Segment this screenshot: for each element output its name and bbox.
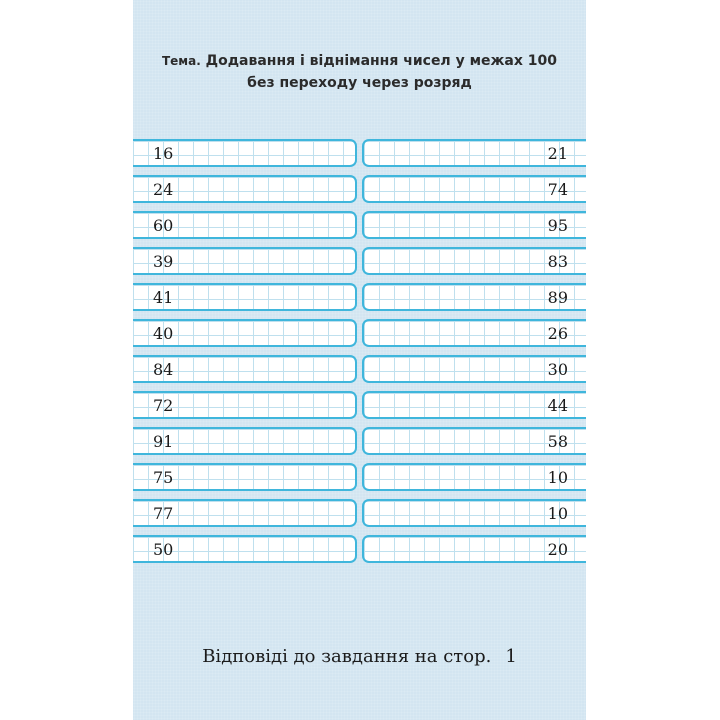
page-number: 1 [505, 646, 517, 667]
answer-right: 30 [547, 360, 568, 379]
answer-left: 16 [153, 144, 174, 163]
answer-strip-right [362, 211, 586, 239]
answer-row [133, 173, 586, 203]
answer-strip-left [133, 175, 357, 203]
answer-strip-right [362, 427, 586, 455]
answer-strip-right [362, 319, 586, 347]
answer-left: 72 [153, 396, 174, 415]
answer-strip-right [362, 499, 586, 527]
answer-strip-right [362, 355, 586, 383]
answer-strip-right [362, 283, 586, 311]
answer-strip-left [133, 391, 357, 419]
answer-right: 58 [547, 432, 568, 451]
answer-right: 74 [547, 180, 568, 199]
answer-strip-left [133, 427, 357, 455]
answer-row [133, 497, 586, 527]
answer-right: 83 [547, 252, 568, 271]
answer-left: 91 [153, 432, 174, 451]
answer-row [133, 317, 586, 347]
answer-left: 50 [153, 540, 174, 559]
answer-strip-right [362, 463, 586, 491]
answer-strip-left [133, 499, 357, 527]
answer-strip-left [133, 463, 357, 491]
topic-title [133, 50, 586, 94]
answer-right: 21 [547, 144, 568, 163]
footer-text: Відповіді до завдання на стор. [202, 646, 492, 667]
answer-right: 26 [547, 324, 568, 343]
answer-strip-right [362, 139, 586, 167]
answer-card [133, 0, 586, 720]
topic-line-1: Додавання і віднімання чисел у межах 100 [205, 53, 558, 69]
answer-strip-left [133, 139, 357, 167]
topic-prefix: Тема. [161, 54, 201, 68]
answer-right: 89 [547, 288, 568, 307]
answer-left: 39 [153, 252, 174, 271]
answer-row [133, 281, 586, 311]
answer-strip-left [133, 247, 357, 275]
answer-left: 60 [153, 216, 174, 235]
answer-strip-right [362, 535, 586, 563]
answer-right: 10 [547, 504, 568, 523]
answer-right: 10 [547, 468, 568, 487]
answer-row [133, 533, 586, 563]
answer-strip-right [362, 391, 586, 419]
answer-right: 20 [547, 540, 568, 559]
answer-left: 41 [153, 288, 174, 307]
answer-row [133, 137, 586, 167]
answer-strip-left [133, 211, 357, 239]
answer-strip-left [133, 355, 357, 383]
answer-left: 40 [153, 324, 174, 343]
answer-left: 75 [153, 468, 174, 487]
answer-left: 84 [153, 360, 174, 379]
answer-right: 95 [547, 216, 568, 235]
answer-row [133, 389, 586, 419]
answer-strip-left [133, 283, 357, 311]
answer-row [133, 425, 586, 455]
answer-left: 24 [153, 180, 174, 199]
answer-right: 44 [547, 396, 568, 415]
answer-row [133, 209, 586, 239]
answer-row [133, 461, 586, 491]
answer-left: 77 [153, 504, 174, 523]
answers-footer [133, 646, 586, 667]
answer-strip-left [133, 535, 357, 563]
topic-line-2: без переходу через розряд [247, 75, 472, 91]
answer-strip-left [133, 319, 357, 347]
answer-row [133, 353, 586, 383]
answer-strip-right [362, 247, 586, 275]
answer-row [133, 245, 586, 275]
answer-strip-right [362, 175, 586, 203]
